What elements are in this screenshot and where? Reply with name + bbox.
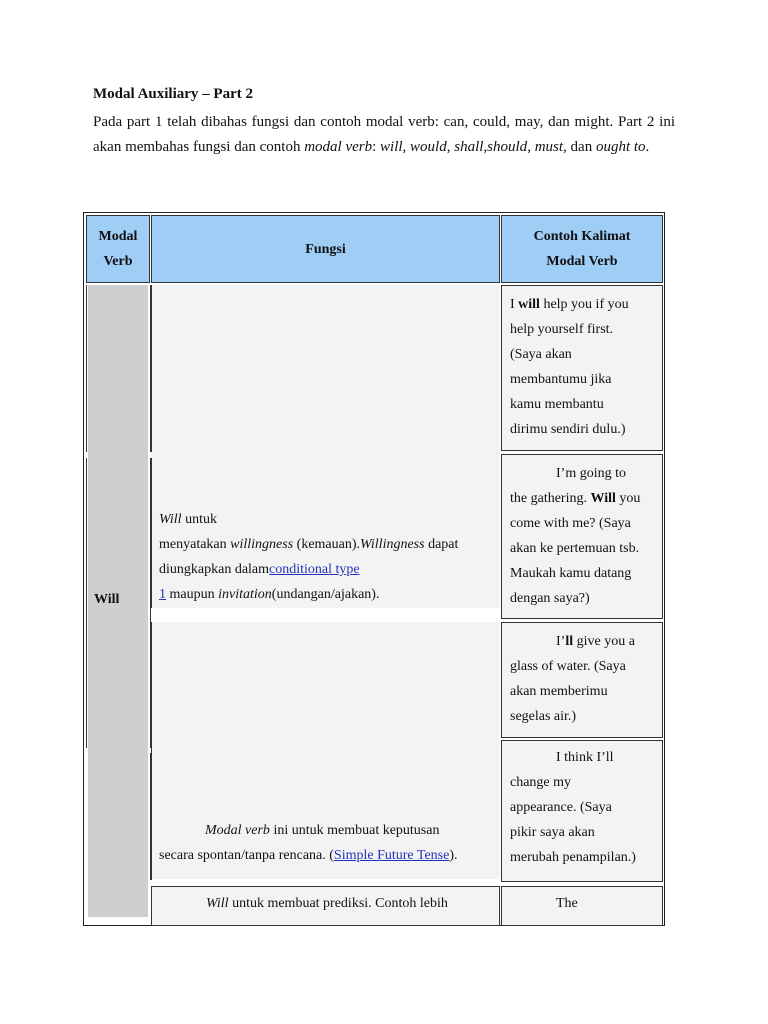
- contoh-text: (Saya akan: [510, 347, 572, 362]
- contoh-keyword: Will: [590, 491, 616, 506]
- contoh-text: give you a: [573, 634, 635, 649]
- contoh-text: dengan saya?): [510, 591, 590, 606]
- contoh-text: I: [510, 297, 519, 312]
- intro-text: ,: [483, 139, 488, 155]
- intro-term: must: [534, 139, 564, 155]
- fungsi-text: menyatakan: [159, 537, 231, 552]
- contoh-cell-2: [501, 454, 663, 619]
- fungsi-term: Will: [206, 896, 229, 911]
- intro-text: ,: [402, 139, 411, 155]
- contoh-cell-5: [501, 886, 663, 926]
- fungsi-text: maupun: [166, 587, 219, 602]
- intro-term: ought to: [595, 139, 646, 155]
- header-contoh: [501, 215, 663, 283]
- contoh-text: change my: [510, 775, 572, 790]
- contoh-text: Maukah kamu datang: [510, 566, 632, 581]
- header-label: Verb: [103, 254, 133, 269]
- contoh-text: akan ke pertemuan tsb.: [510, 541, 640, 556]
- intro-term: modal verb: [304, 139, 373, 155]
- intro-term: should: [487, 139, 528, 155]
- contoh-text: I think I’ll: [556, 750, 614, 765]
- contoh-text: kamu membantu: [510, 397, 604, 412]
- contoh-text: dirimu sendiri dulu.): [510, 422, 626, 437]
- intro-text: .: [645, 139, 650, 155]
- contoh-text: merubah penampilan.): [510, 850, 636, 865]
- conditional-type-link[interactable]: 1: [159, 587, 166, 602]
- simple-future-tense-link[interactable]: Simple Future Tense: [333, 848, 450, 863]
- header-label: Contoh Kalimat: [533, 229, 631, 244]
- header-label: Modal: [98, 229, 138, 244]
- header-modal-verb: [86, 215, 150, 283]
- header-label: Fungsi: [305, 241, 346, 257]
- contoh-text: the gathering.: [510, 491, 591, 506]
- intro-term: shall: [454, 139, 484, 155]
- fungsi-text: ini untuk membuat keputusan: [269, 823, 440, 838]
- fungsi-term: Will: [159, 512, 182, 527]
- fungsi-text: dapat: [424, 537, 459, 552]
- fungsi-term: invitation: [218, 587, 272, 602]
- contoh-keyword: will: [518, 297, 540, 312]
- fungsi-cell-3: [151, 886, 500, 926]
- contoh-text: akan memberimu: [510, 684, 608, 699]
- intro-text: Pada part 1 telah dibahas fungsi dan contoh modal verb: can, could, may, dan might. Part 2 ini akan membahas fungsi dan contoh: [93, 114, 675, 155]
- contoh-text: pikir saya akan: [510, 825, 595, 840]
- modal-verb-will: Will: [94, 592, 120, 607]
- fungsi-text: (undangan/ajakan).: [271, 587, 380, 602]
- fungsi-text: untuk: [181, 512, 217, 527]
- fungsi-text: untuk membuat prediksi. Contoh lebih: [228, 896, 448, 911]
- intro-paragraph: [93, 110, 675, 160]
- conditional-type-link[interactable]: conditional type: [269, 562, 360, 577]
- contoh-text: I’m going to: [556, 466, 626, 481]
- contoh-keyword: ll: [565, 634, 574, 649]
- fungsi-text: ).: [449, 848, 458, 863]
- contoh-text: help yourself first.: [510, 322, 614, 337]
- contoh-text: glass of water. (Saya: [510, 659, 626, 674]
- intro-text: :: [372, 139, 381, 155]
- intro-text: ,: [527, 139, 535, 155]
- contoh-cell-1: [501, 285, 663, 451]
- header-label: Modal Verb: [546, 254, 618, 269]
- contoh-cell-3: [501, 622, 663, 738]
- contoh-text: I’: [556, 634, 566, 649]
- contoh-cell-4: [501, 740, 663, 882]
- intro-term: will: [380, 139, 403, 155]
- intro-text: , dan: [563, 139, 596, 155]
- fungsi-term: Willingness: [360, 537, 425, 552]
- contoh-text: segelas air.): [510, 709, 577, 724]
- fungsi-term: Modal verb: [205, 823, 270, 838]
- modal-verb-table: [83, 212, 665, 926]
- contoh-text: membantumu jika: [510, 372, 612, 387]
- intro-term: would: [410, 139, 447, 155]
- fungsi-text: diungkapkan dalam: [159, 562, 270, 577]
- intro-text: ,: [446, 139, 455, 155]
- contoh-text: help you if you: [539, 297, 629, 312]
- fungsi-term: willingness: [230, 537, 294, 552]
- fungsi-text: secara spontan/tanpa rencana. (: [159, 848, 334, 863]
- contoh-text: appearance. (Saya: [510, 800, 612, 815]
- document-title: Modal Auxiliary – Part 2: [93, 86, 253, 102]
- contoh-text: you: [615, 491, 641, 506]
- header-fungsi: [151, 215, 500, 283]
- fungsi-willingness: [159, 507, 499, 607]
- contoh-text: come with me? (Saya: [510, 516, 631, 531]
- contoh-text: The: [556, 896, 578, 911]
- fungsi-spontaneous: [159, 818, 499, 868]
- fungsi-text: (kemauan).: [293, 537, 361, 552]
